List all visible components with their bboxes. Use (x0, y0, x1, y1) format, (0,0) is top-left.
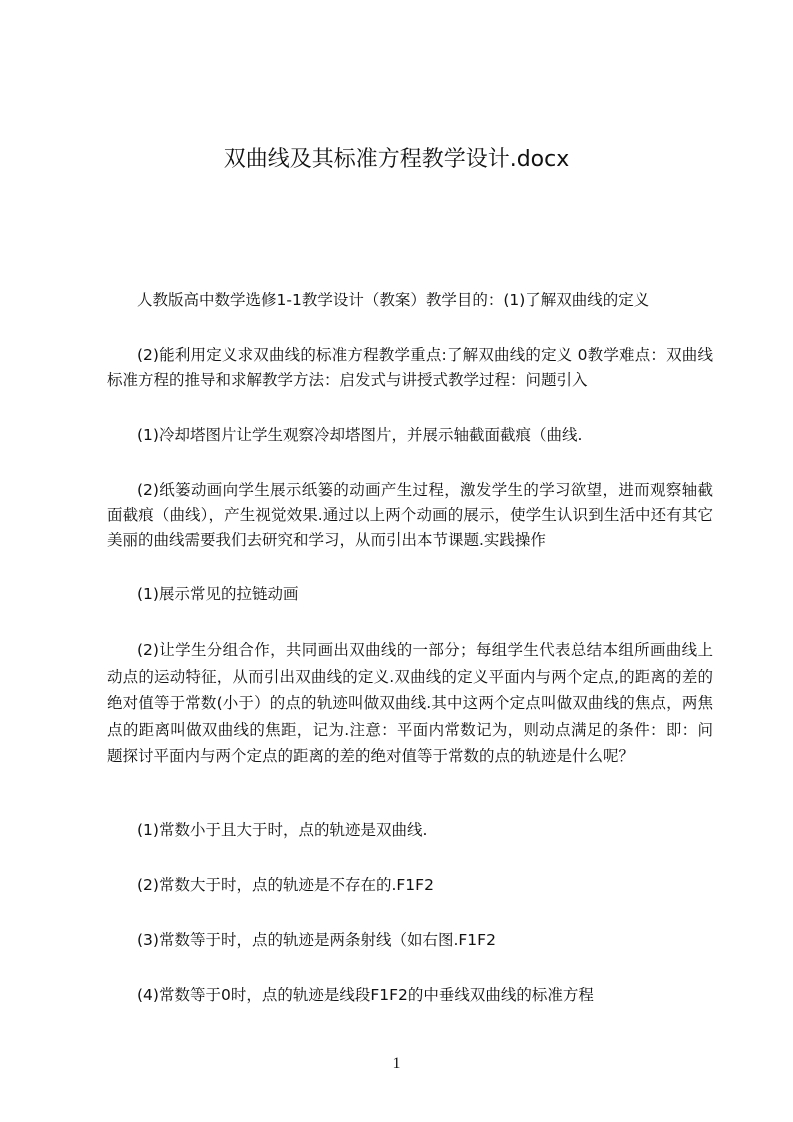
paragraph: (2)常数大于时，点的轨迹是不存在的.F1F2 (137, 876, 434, 894)
paragraph: (2)能利用定义求双曲线的标准方程教学重点:了解双曲线的定义 0教学难点：双曲线标准方程的推导和求解教学方法：启发式与讲授式教学过程：问题引入 (107, 346, 713, 389)
paragraph: 人教版高中数学选修1-1教学设计（教案）教学目的：(1)了解双曲线的定义 (137, 291, 650, 309)
page-number: 1 (392, 1055, 401, 1072)
paragraph: (1)常数小于且大于时，点的轨迹是双曲线. (137, 821, 428, 839)
paragraph: (2)纸篓动画向学生展示纸篓的动画产生过程，激发学生的学习欲望，进而观察轴截面截痕（曲线），产生视觉效果.通过以上两个动画的展示，使学生认识到生活中还有其它美丽的曲线需要我们去研究和学习，从而引出本节课题.实践操作 (107, 481, 713, 549)
paragraph: (1)展示常见的拉链动画 (137, 585, 299, 603)
paragraph: (1)冷却塔图片让学生观察冷却塔图片，并展示轴截面截痕（曲线. (137, 426, 583, 444)
document-title: 双曲线及其标准方程教学设计.docx (223, 147, 570, 172)
paragraph: (3)常数等于时，点的轨迹是两条射线（如右图.F1F2 (137, 931, 496, 949)
paragraph: (2)让学生分组合作，共同画出双曲线的一部分；每组学生代表总结本组所画曲线上动点的运动特征，从而引出双曲线的定义.双曲线的定义平面内与两个定点,的距离的差的绝对值等于常数(小于）的点的轨迹叫做双曲线.其中这两个定点叫做双曲线的焦点，两焦点的距离叫做双曲线的焦距，记为.注意：平面内常数记为，则动点满足的条件：即：问题探讨平面内与两个定点的距离的差的绝对值等于常数的点的轨迹是什么呢？ (107, 641, 713, 765)
paragraph: (4)常数等于0时，点的轨迹是线段F1F2的中垂线双曲线的标准方程 (137, 986, 594, 1004)
